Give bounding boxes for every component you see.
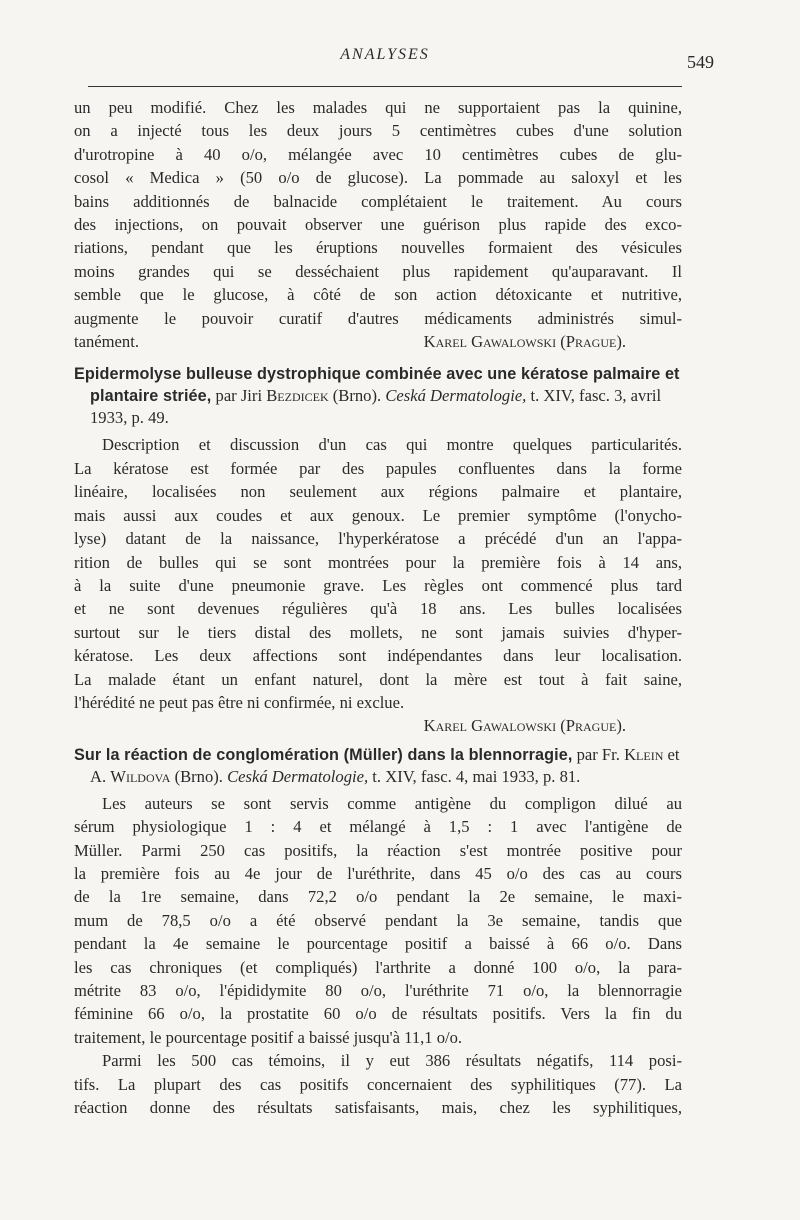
article-body [74, 792, 682, 1120]
text-line: les cas chroniques (et compliqués) l'arthrite a donné 100 o/o, la para- [74, 957, 682, 977]
text-line: d'urotropine à 40 o/o, mélangée avec 10 centimètres cubes de glu- [74, 144, 682, 164]
journal-name: Ceská Dermatologie, [385, 386, 527, 406]
signature-line [74, 714, 682, 737]
text-line: Description et discussion d'un cas qui montre quelques particularités. [102, 435, 682, 455]
text-line: de la 1re semaine, dans 72,2 o/o pendant la 2e semaine, le maxi- [74, 887, 682, 907]
conjunction: et A. [90, 744, 680, 786]
text-line: cosol « Medica » (50 o/o de glucose). La pommade au saloxyl et les [74, 168, 682, 188]
text-line: et ne sont devenues régulières qu'à 18 ans. Les bulles localisées [74, 599, 682, 619]
author-name: Klein [624, 744, 664, 764]
text-line: Les auteurs se sont servis comme antigène du compligon dilué au [102, 793, 682, 813]
text-line: bains additionnés de balnacide complétaient le traitement. Au cours [74, 191, 682, 211]
text-line: à la suite d'une pneumonie grave. Les règles ont commencé plus tard [74, 575, 682, 595]
text-line: La kératose est formée par des papules confluentes dans la forme [74, 458, 682, 478]
continuation-paragraph [74, 96, 682, 353]
text-line: on a injecté tous les deux jours 5 centimètres cubes d'une solution [74, 121, 682, 141]
text-line: pendant la 4e semaine le pourcentage positif a baissé à 66 o/o. Dans [74, 934, 682, 954]
article-title: Sur la réaction de conglomération (Müller) dans la blennorragie, [74, 745, 573, 764]
byline-prefix: par Fr. [576, 744, 620, 764]
author-place: (Brno). [332, 386, 382, 406]
page-number: 549 [687, 52, 714, 72]
citation: t. XIV, fasc. 4, mai 1933, p. 81. [372, 766, 581, 786]
text-line: sérum physiologique 1 : 4 et mélangé à 1,5 : 1 avec l'antigène de [74, 817, 682, 837]
text-line: Müller. Parmi 250 cas positifs, la réaction s'est montrée positive pour [74, 840, 682, 860]
text-line: des injections, on pouvait observer une guérison plus rapide des exco- [74, 215, 682, 235]
text-line: mais aussi aux coudes et aux genoux. Le premier symptôme (l'onycho- [74, 505, 682, 525]
text-line: semble que le glucose, à côté de son action détoxicante et nutritive, [74, 285, 682, 305]
article-body [74, 433, 682, 737]
text-line: mum de 78,5 o/o a été observé pendant la 3e semaine, tandis que [74, 910, 682, 930]
text-line: linéaire, localisées non seulement aux régions palmaire et plantaire, [74, 482, 682, 502]
body-text [74, 96, 682, 1119]
text-line: lyse) datant de la naissance, l'hyperkératose a précédé d'un an l'appa- [74, 529, 682, 549]
text-line: traitement, le pourcentage positif a baissé jusqu'à 11,1 o/o. [74, 1027, 463, 1047]
text-line: l'hérédité ne peut pas être ni confirmée, ni exclue. [74, 692, 405, 712]
text-line: kératose. Les deux affections sont indépendantes dans leur localisation. [74, 646, 682, 666]
text-line: tifs. La plupart des cas positifs concernaient des syphilitiques (77). La [74, 1074, 682, 1094]
text-line: moins grandes qui se desséchaient plus rapidement qu'auparavant. Il [74, 261, 682, 281]
text-line: riations, pendant que les éruptions nouvelles formaient des vésicules [74, 238, 682, 258]
text-line: augmente le pouvoir curatif d'autres médicaments administrés simul- [74, 308, 682, 328]
text-line: Parmi les 500 cas témoins, il y eut 386 résultats négatifs, 114 posi- [102, 1051, 682, 1071]
text-line-signature [74, 330, 682, 353]
author-place: (Brno). [174, 766, 223, 786]
byline-prefix: par Jiri [215, 386, 263, 406]
article-title: Epidermolyse bulleuse dystrophique combinée avec une kératose palmaire et plantaire striée, [74, 365, 680, 406]
page-header [88, 46, 714, 87]
signature: Karel Gawalowski (Prague). [423, 332, 626, 352]
text-line: tanément. [74, 332, 139, 352]
citation: t. XIV, fasc. 3, avril 1933, p. 49. [90, 386, 662, 428]
text-line: féminine 66 o/o, la prostatite 60 o/o de résultats positifs. Vers la fin du [74, 1004, 682, 1024]
text-line: réaction donne des résultats satisfaisants, mais, chez les syphilitiques, [74, 1098, 682, 1118]
text-line: rition de bulles qui se sont montrées pour la première fois à 14 ans, [74, 552, 682, 572]
author-name: Bezdicek [266, 386, 329, 406]
text-line: un peu modifié. Chez les malades qui ne supportaient pas la quinine, [74, 98, 682, 117]
text-line: surtout sur le tiers distal des mollets, ne sont jamais suivies d'hyper- [74, 622, 682, 642]
running-head: ANALYSES [340, 46, 430, 63]
author-name: Wildova [110, 766, 171, 786]
article-heading-line [74, 363, 682, 429]
article-heading [74, 744, 682, 788]
text-line: la première fois au 4e jour de l'uréthrite, dans 45 o/o des cas au cours [74, 863, 682, 883]
article-heading [74, 363, 682, 429]
text-line: métrite 83 o/o, l'épididymite 80 o/o, l'uréthrite 71 o/o, la blennorragie [74, 981, 682, 1000]
journal-name: Ceská Dermatologie, [227, 766, 369, 786]
text-line: La malade étant un enfant naturel, dont la mère est tout à fait saine, [74, 669, 682, 689]
signature: Karel Gawalowski (Prague). [423, 716, 626, 736]
article-heading-line [74, 744, 682, 788]
